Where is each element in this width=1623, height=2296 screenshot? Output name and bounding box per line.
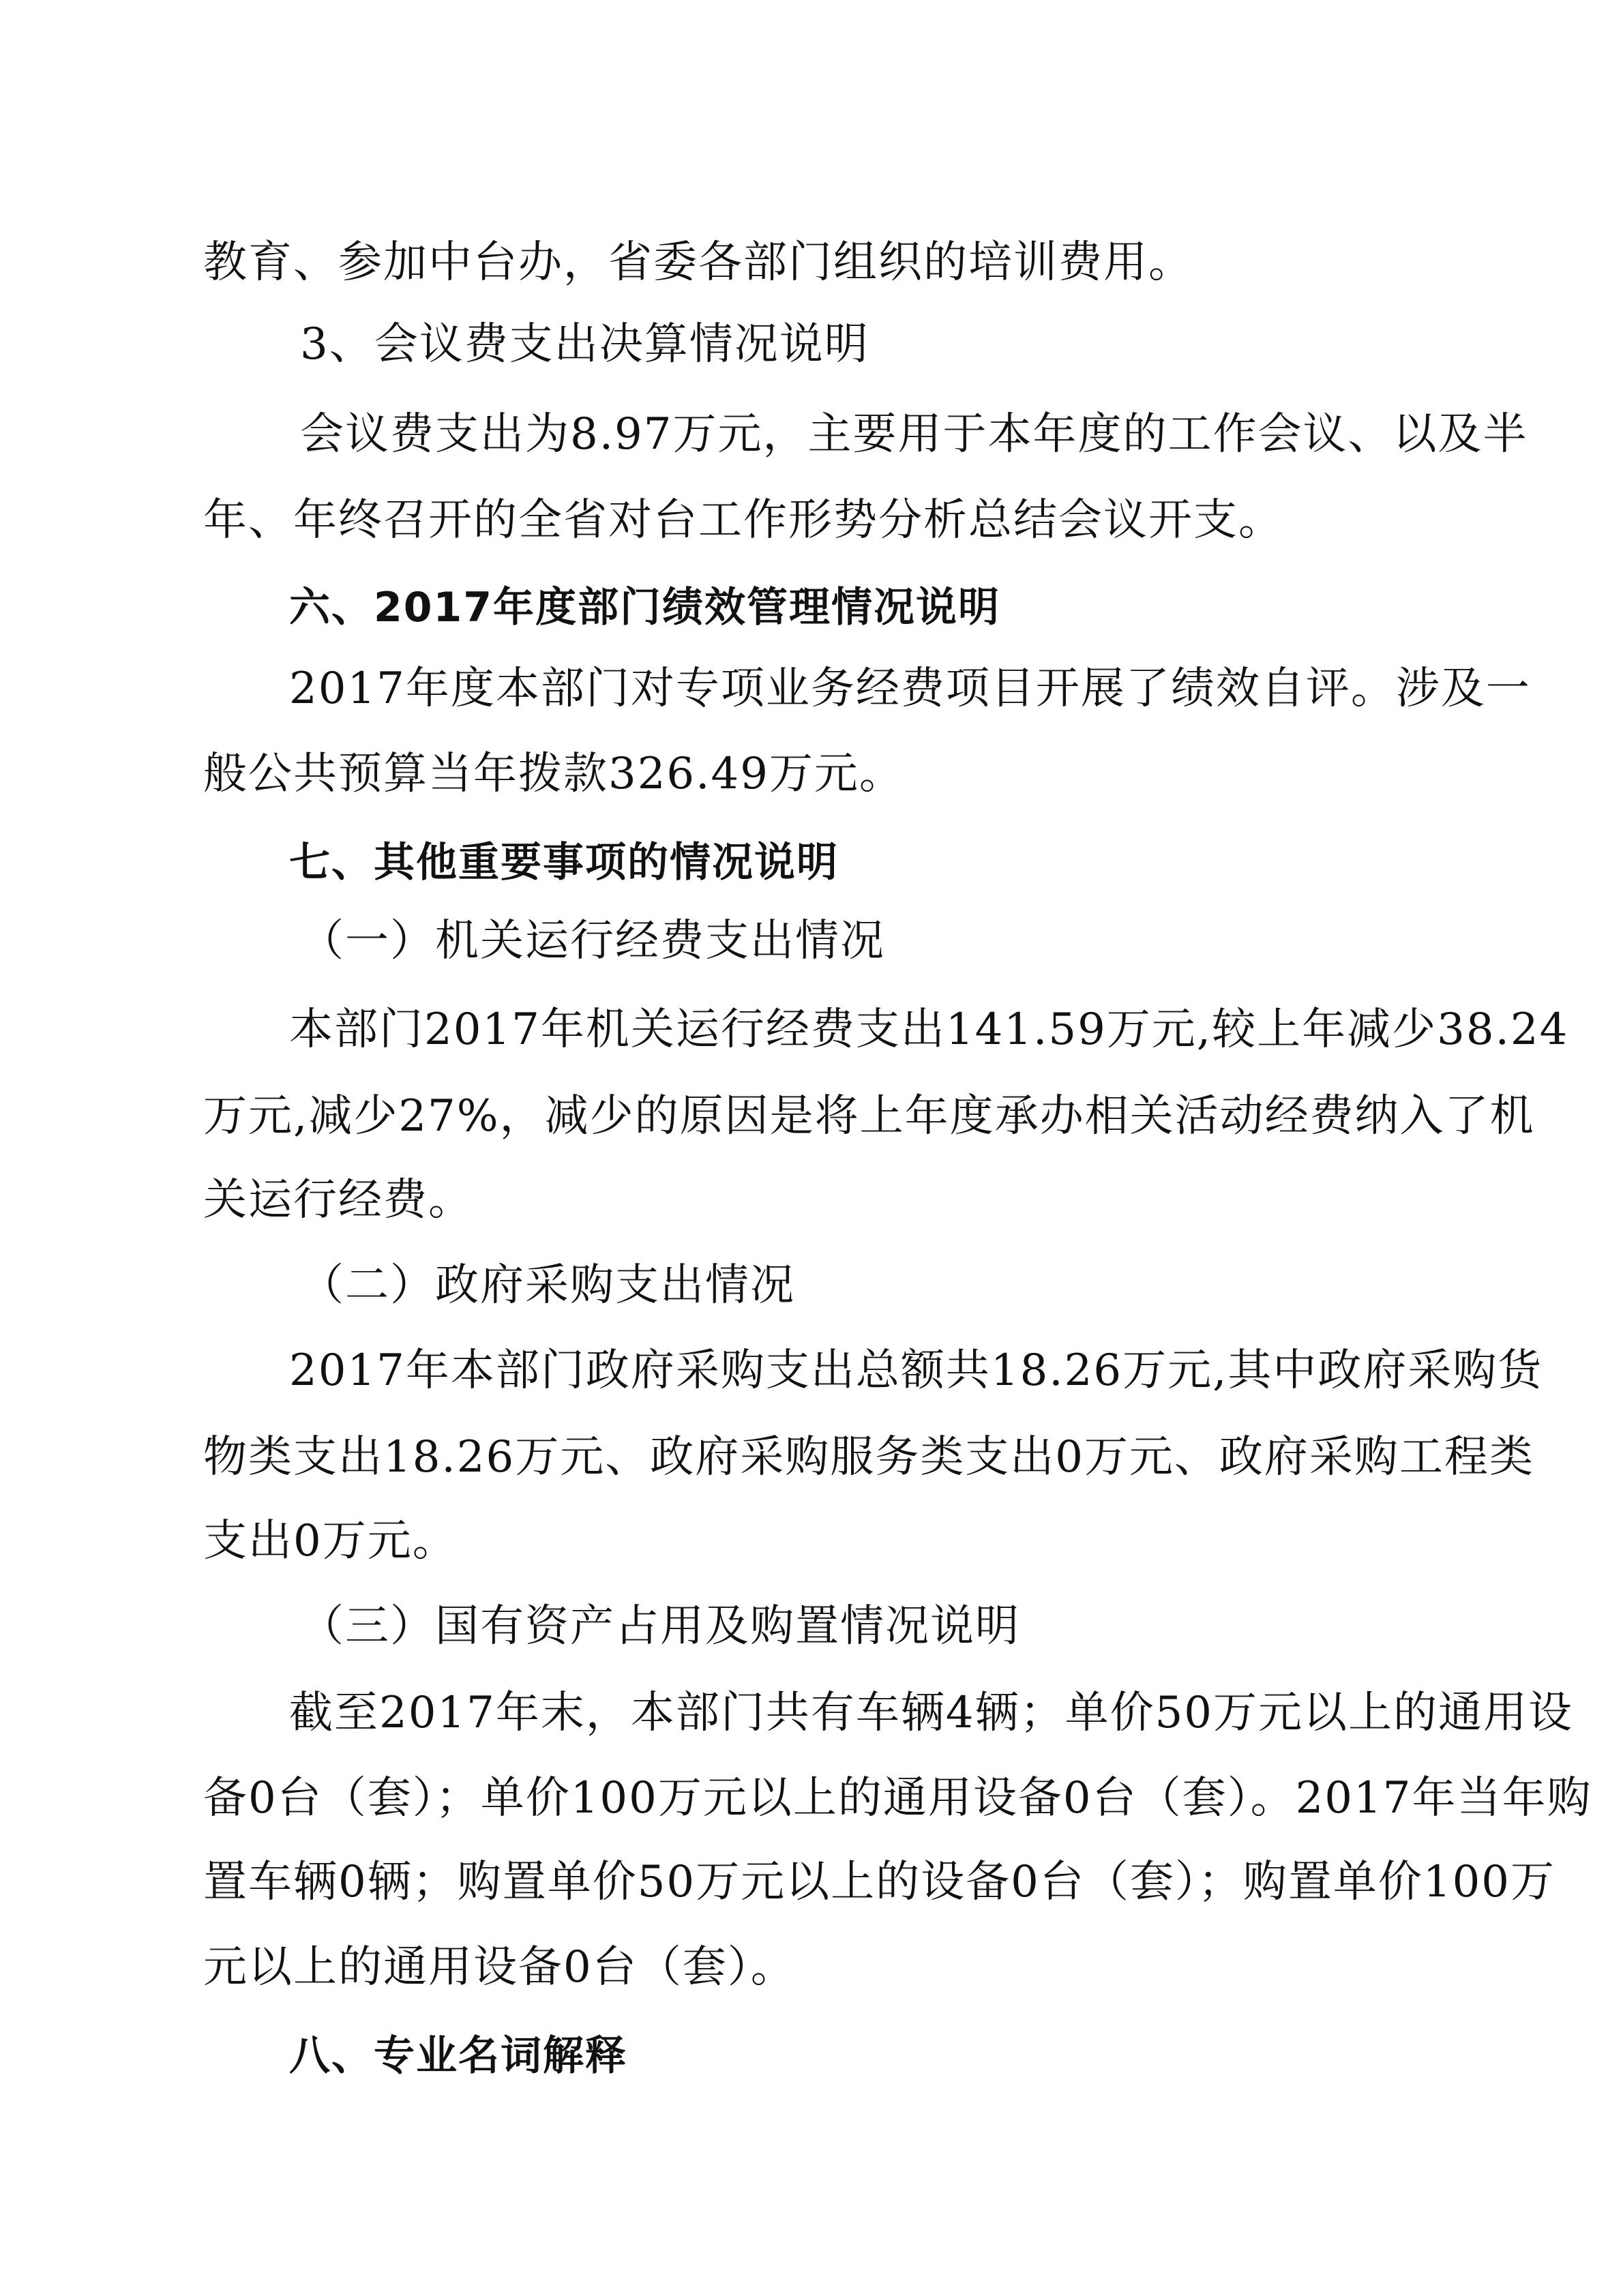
section-heading-6: 六、2017年度部门绩效管理情况说明 [289, 584, 1000, 631]
body-text-line: 支出0万元。 [203, 1516, 458, 1566]
body-text-line: 备0台（套）；单价100万元以上的通用设备0台（套）。2017年当年购 [203, 1773, 1592, 1823]
body-text-line: 本部门2017年机关运行经费支出141.59万元,较上年减少38.24 [289, 1004, 1569, 1055]
body-text-line: 关运行经费。 [203, 1175, 473, 1225]
subsection-title: 3、会议费支出决算情况说明 [300, 319, 869, 370]
body-text-line: 截至2017年末，本部门共有车辆4辆；单价50万元以上的通用设 [289, 1688, 1574, 1738]
subsection-title: （一）机关运行经费支出情况 [300, 916, 885, 966]
body-text-line: 2017年度本部门对专项业务经费项目开展了绩效自评。涉及一 [289, 664, 1531, 714]
body-text-line: 置车辆0辆；购置单价50万元以上的设备0台（套）；购置单价100万 [203, 1857, 1556, 1907]
body-text-line: 教育、参加中台办，省委各部门组织的培训费用。 [203, 237, 1193, 288]
section-heading-7: 七、其他重要事项的情况说明 [289, 839, 839, 886]
body-text-line: 万元,减少27%，减少的原因是将上年度承办相关活动经费纳入了机 [203, 1091, 1535, 1142]
subsection-title: （三）国有资产占用及购置情况说明 [300, 1601, 1020, 1652]
body-text-line: 元以上的通用设备0台（套）。 [203, 1942, 796, 1993]
subsection-title: （二）政府采购支出情况 [300, 1260, 795, 1311]
body-text-line: 般公共预算当年拨款326.49万元。 [203, 749, 904, 799]
body-text-line: 会议费支出为8.97万元，主要用于本年度的工作会议、以及半 [300, 409, 1528, 460]
section-heading-8: 八、专业名词解释 [289, 2032, 627, 2080]
body-text-line: 物类支出18.26万元、政府采购服务类支出0万元、政府采购工程类 [203, 1432, 1534, 1482]
body-text-line: 2017年本部门政府采购支出总额共18.26万元,其中政府采购货 [289, 1345, 1543, 1396]
body-text-line: 年、年终召开的全省对台工作形势分析总结会议开支。 [203, 495, 1283, 546]
